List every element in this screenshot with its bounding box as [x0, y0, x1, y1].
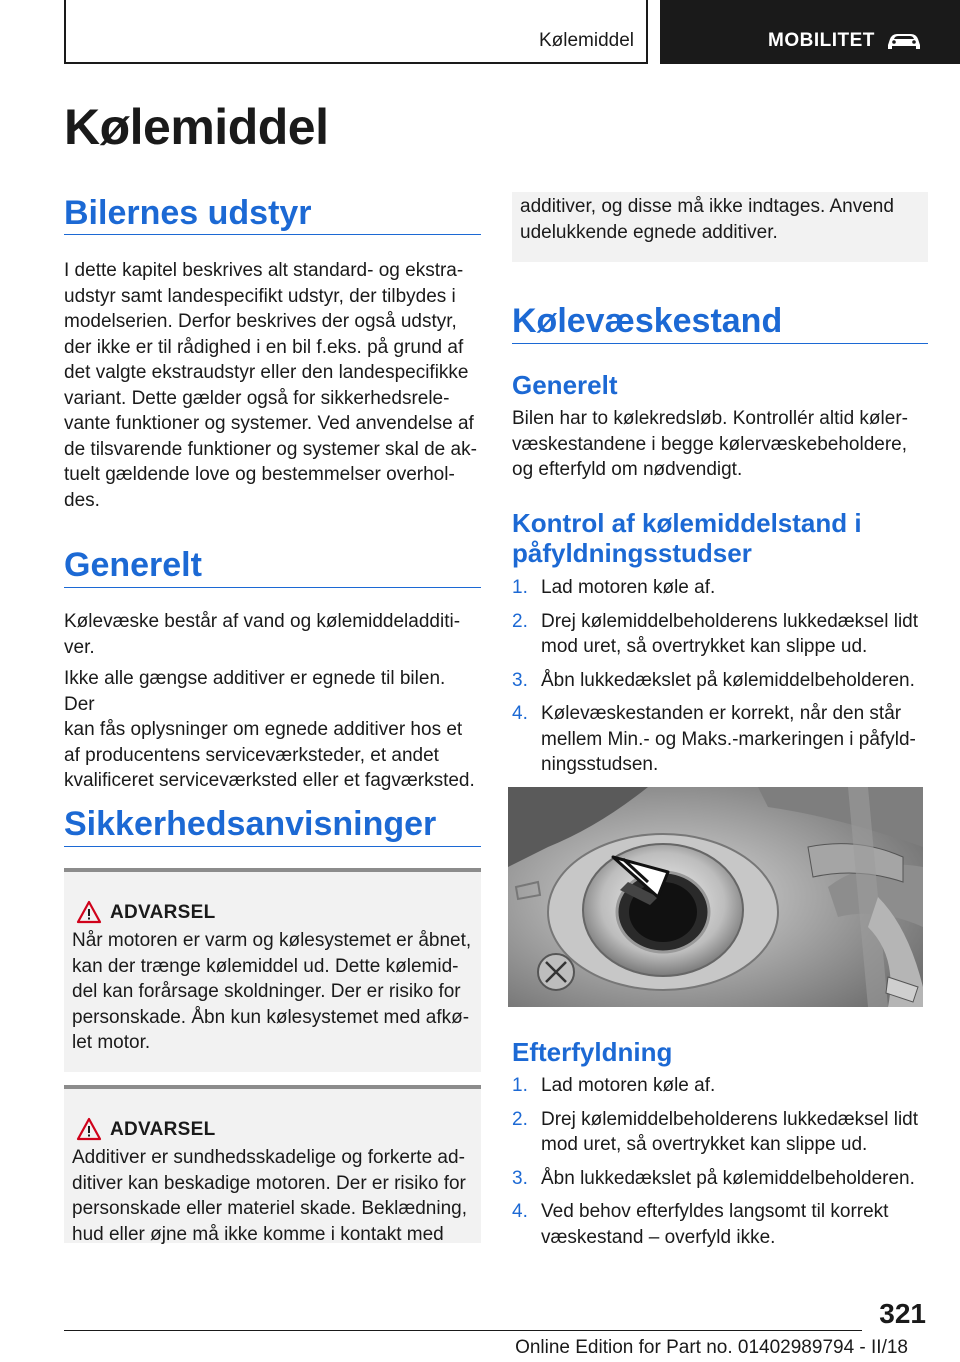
heading-rule: [512, 343, 928, 344]
header-section-label: Kølemiddel: [538, 30, 634, 51]
paragraph-stand-generelt: Bilen har to kølekredsløb. Kontrollér altid køler- væskestandene i begge kølervæskebeholdere, og efterfyld om nødvendigt.: [512, 408, 908, 480]
warning-continuation: additiver, og disse må ikke indtages. Anvend udelukkende egnede additiver.: [512, 192, 928, 262]
footer-edition: Online Edition for Part no. 01402989794 - II/18: [515, 1337, 908, 1358]
list-item: 2. Drej kølemiddelbeholderens lukkedæksel lidt mod uret, så overtrykket kan slippe ud.: [512, 1108, 919, 1155]
heading-sikkerhedsanvisninger: Sikkerhedsanvisninger: [64, 805, 437, 843]
heading-generelt: Generelt: [64, 546, 202, 584]
paragraph-udstyr: I dette kapitel beskrives alt standard- og ekstra- udstyr samt landespecifikt udstyr, der tilbydes i modelserien. Derfor beskrives der også udstyr, der ikke er til rådighed i en bil f.eks. på grund af det valgte ekstraudstyr eller den landespecifikke variant. Dette gælder også for sikkerhedsrele- vante funktioner og systemer. Ved anvendelse af de tilsvarende funktioner og systemer skal de ak- tuelt gældende love og bestemmelser overhol- des.: [64, 260, 477, 511]
subheading-generelt: Generelt: [512, 370, 618, 400]
footer-rule: [64, 1330, 862, 1331]
page-number: 321: [879, 1298, 926, 1329]
heading-kolevaeskestand: Kølevæskestand: [512, 302, 783, 340]
list-item: 1. Lad motoren køle af.: [512, 577, 716, 598]
warning-text: Additiver er sundhedsskadelige og forkerte ad- ditiver kan beskadige motoren. Der er risiko for personskade eller materiel skade. Beklædning, hud eller øjne må ikke komme i kontakt med: [72, 1147, 467, 1245]
header-chapter-label: MOBILITET: [768, 30, 875, 51]
heading-rule: [64, 234, 481, 235]
list-item: 4. Kølevæskestanden er korrekt, når den står mellem Min.- og Maks.-markeringen i påfyld- ningsstudsen.: [512, 703, 916, 775]
subheading-kontrol: Kontrol af kølemiddelstand i påfyldningsstudser: [512, 508, 862, 568]
list-item: 2. Drej kølemiddelbeholderens lukkedæksel lidt mod uret, så overtrykket kan slippe ud.: [512, 610, 919, 657]
kontrol-steps-list: [512, 575, 928, 786]
list-item: 4. Ved behov efterfyldes langsomt til korrekt væskestand – overfyld ikke.: [512, 1201, 889, 1248]
heading-rule: [64, 846, 481, 847]
warning-triangle-icon: [76, 900, 102, 924]
warning-triangle-icon: [76, 1117, 102, 1141]
warning-title: ADVARSEL: [110, 1119, 216, 1140]
header-section-tab: [64, 0, 648, 64]
warning-text: Når motoren er varm og kølesystemet er åbnet, kan der trænge kølemiddel ud. Dette kølemid- del kan forårsage skoldninger. Der er risiko for personskade. Åbn kun kølesystemet med afkø- let motor.: [72, 930, 472, 1053]
warning-title: ADVARSEL: [110, 902, 216, 923]
paragraph-generelt-2: Ikke alle gængse additiver er egnede til bilen. Der kan fås oplysninger om egnede additiver hos et af producentens serviceværksteder, et andet kvalificeret serviceværksted eller et fagværksted.: [64, 668, 475, 791]
list-item: 1. Lad motoren køle af.: [512, 1075, 716, 1096]
warning-box-1: [64, 868, 481, 1072]
coolant-filler-neck-photo: [508, 787, 923, 1007]
car-icon: [884, 29, 924, 53]
heading-rule: [64, 587, 481, 588]
list-item: 3. Åbn lukkedækslet på kølemiddelbeholderen.: [512, 669, 915, 691]
efterfyldning-steps-list: [512, 1073, 928, 1258]
list-item: 3. Åbn lukkedækslet på kølemiddelbeholderen.: [512, 1167, 915, 1189]
subheading-efterfyldning: Efterfyldning: [512, 1037, 673, 1067]
paragraph-generelt-1: Kølevæske består af vand og kølemiddeladditi- ver.: [64, 611, 461, 658]
heading-bilernes-udstyr: Bilernes udstyr: [64, 194, 312, 232]
warning-box-2: [64, 1085, 481, 1243]
page-title: Kølemiddel: [64, 99, 329, 155]
